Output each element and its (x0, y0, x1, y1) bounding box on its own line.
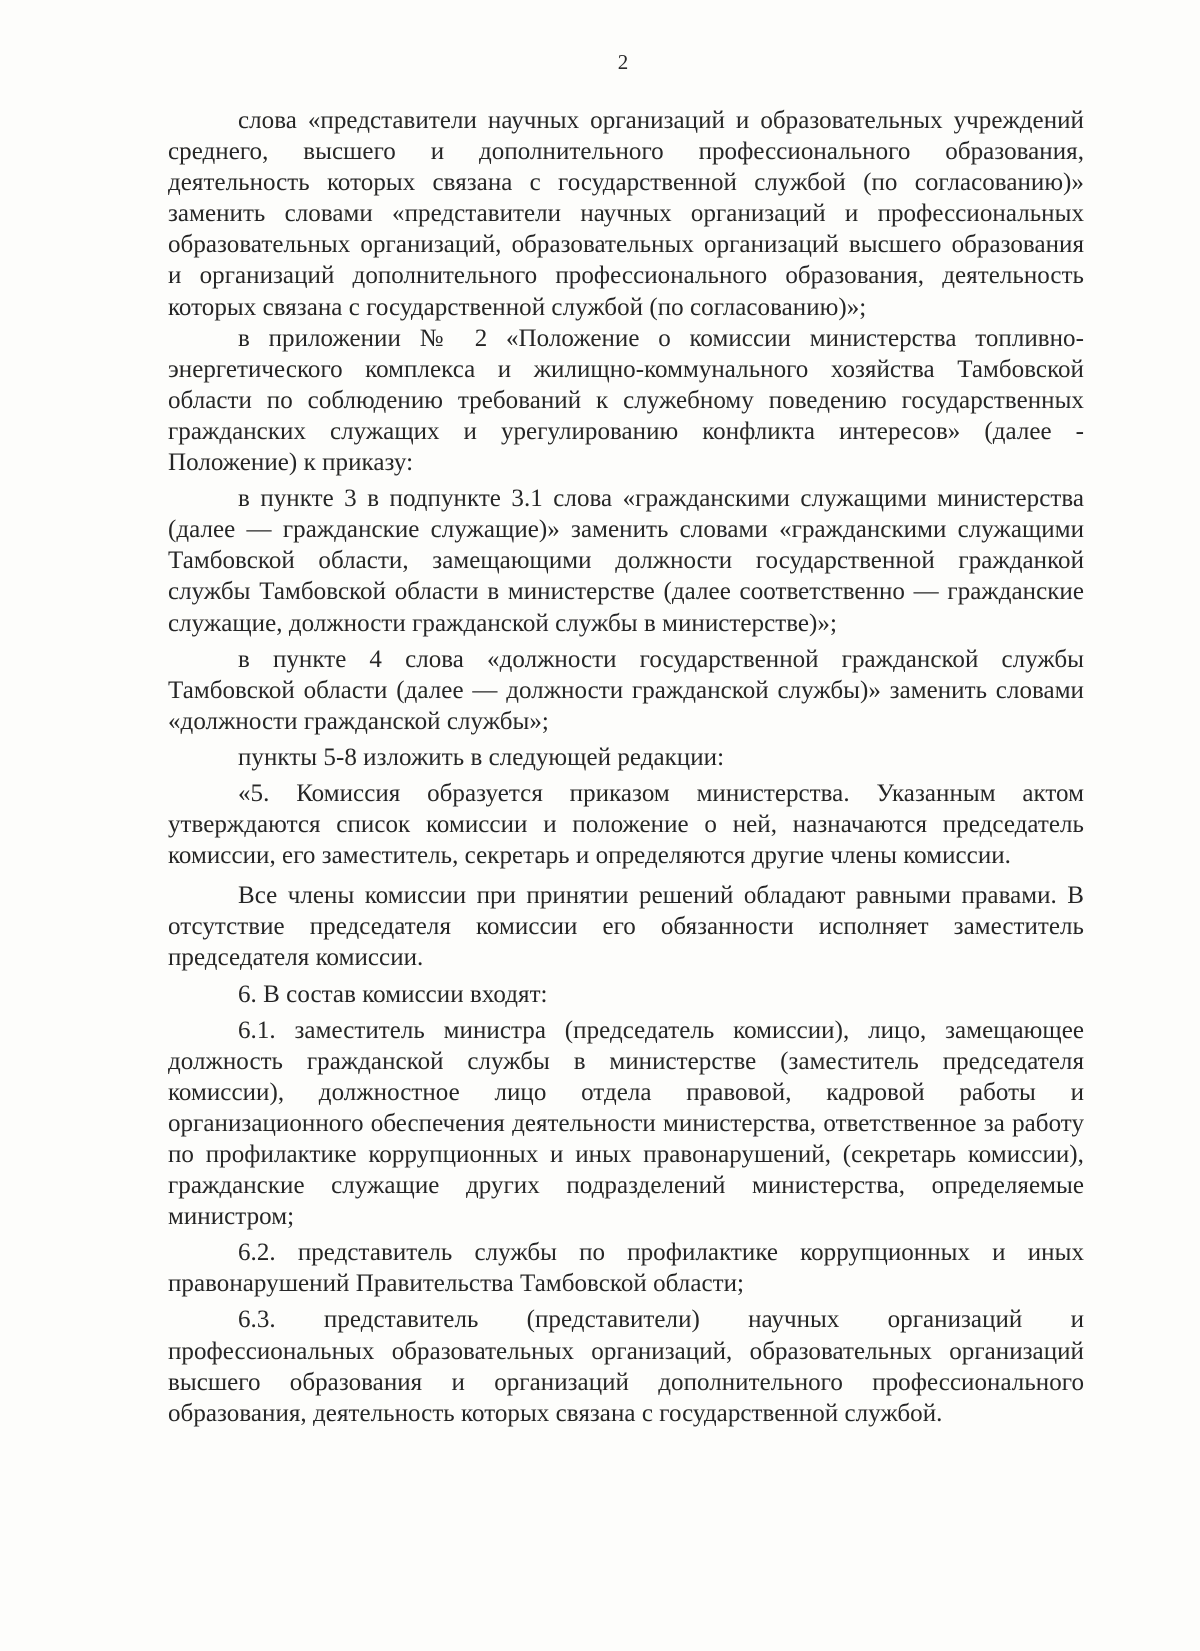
paragraph: 6.3. представитель (представители) научных организаций и профессиональных образовательных организаций, образовательных организаций высшего образования и организаций дополнительного профессионального образования, деятельность которых связана с государственной службой. (168, 1306, 1084, 1427)
paragraph: 6.1. заместитель министра (председатель комиссии), лицо, замещающее должность гражданской службы в министерстве (заместитель председателя комиссии), должностное лицо отдела правовой, кадровой работы и организационного обеспечения деятельности министерства, ответственное за работу по профилактике коррупционных и иных правонарушений, (секретарь комиссии), гражданские служащие других подразделений министерства, определяемые министром; (168, 1016, 1084, 1231)
paragraph: в пункте 3 в подпункте 3.1 слова «гражданскими служащими министерства (далее — гражданские служащие)» заменить словами «гражданскими служащими Тамбовской области, замещающими должности государственной гражданкой службы Тамбовской области в министерстве (далее соответственно — гражданские служащие, должности гражданской службы в министерстве)»; (168, 485, 1084, 637)
paragraph: слова «представители научных организаций и образовательных учреждений среднего, высшего и дополнительного профессионального образования, деятельность которых связана с государственной службой (по согласованию)» заменить словами «представители научных организаций и профессиональных образовательных организаций, образовательных организаций высшего образования и организаций дополнительного профессионального образования, деятельность которых связана с государственной службой (по согласованию)»; (168, 107, 1084, 321)
page-number: 2 (617, 50, 629, 74)
paragraph: «5. Комиссия образуется приказом министерства. Указанным актом утверждаются список комиссии и положение о ней, назначаются председатель комиссии, его заместитель, секретарь и определяются другие члены комиссии. (168, 779, 1084, 870)
document-body (168, 105, 1084, 1429)
paragraph: в пункте 4 слова «должности государственной гражданской службы Тамбовской области (далее — должности гражданской службы)» заменить словами «должности гражданской службы»; (168, 645, 1084, 735)
paragraph: 6.2. представитель службы по профилактике коррупционных и иных правонарушений Правительства Тамбовской области; (168, 1239, 1084, 1298)
paragraph: в приложении № 2 «Положение о комиссии министерства топливно-энергетического комплекса и жилищно-коммунального хозяйства Тамбовской области по соблюдению требований к служебному поведению государственных гражданских служащих и урегулированию конфликта интересов» (далее - Положение) к приказу: (168, 324, 1084, 477)
paragraph: 6. В состав комиссии входят: (238, 980, 548, 1008)
paragraph: Все члены комиссии при принятии решений обладают равными правами. В отсутствие председателя комиссии его обязанности исполняет заместитель председателя комиссии. (168, 882, 1084, 972)
paragraph: пункты 5-8 изложить в следующей редакции: (238, 743, 725, 771)
